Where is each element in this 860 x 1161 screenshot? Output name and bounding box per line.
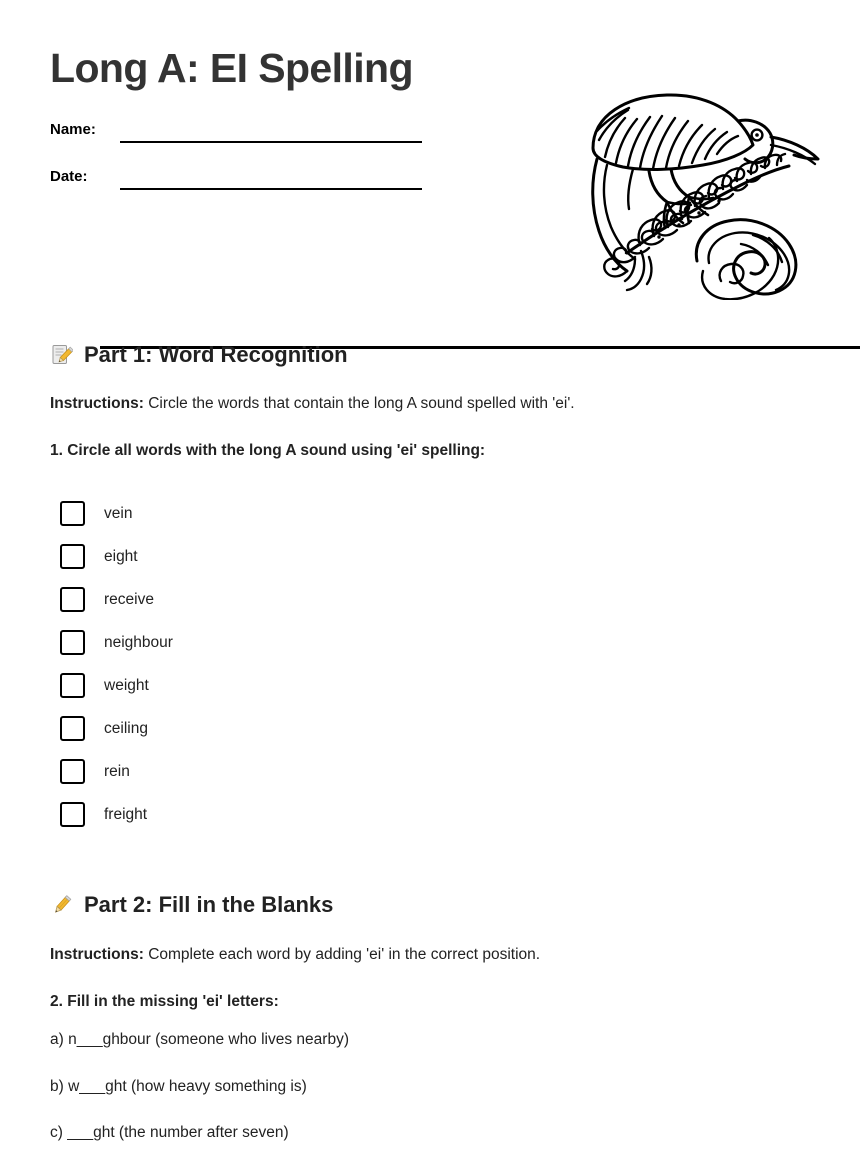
word-checkbox[interactable] xyxy=(60,587,85,612)
part-1-instructions-lead: Instructions: xyxy=(50,395,144,413)
list-item[interactable] xyxy=(50,621,810,664)
part-1-instructions xyxy=(50,394,810,415)
kiwi-bird-silver-fern-koru-illustration xyxy=(575,85,825,300)
date-input-rule[interactable] xyxy=(120,188,422,190)
word-checkbox[interactable] xyxy=(60,802,85,827)
word-checkbox[interactable] xyxy=(60,544,85,569)
pencil-icon xyxy=(50,893,74,917)
word-label: eight xyxy=(104,547,138,565)
name-label: Name: xyxy=(50,121,96,138)
list-item[interactable] xyxy=(50,750,810,793)
page-title: Long A: EI Spelling xyxy=(50,45,413,91)
word-label: freight xyxy=(104,805,148,823)
name-input-rule[interactable] xyxy=(120,141,422,143)
list-item[interactable] xyxy=(50,535,810,578)
date-field-row xyxy=(50,167,422,187)
part-2-heading xyxy=(50,892,810,918)
part-1-question: 1. Circle all words with the long A sound using 'ei' spelling: xyxy=(50,442,486,460)
part-2-heading-text: Part 2: Fill in the Blanks xyxy=(84,892,334,918)
word-label: weight xyxy=(104,676,149,694)
part-1-section xyxy=(50,342,810,836)
word-checkbox[interactable] xyxy=(60,630,85,655)
name-field-row xyxy=(50,120,422,140)
list-item[interactable]: c) ___ght (the number after seven) xyxy=(50,1123,289,1141)
part-2-section xyxy=(50,892,810,1143)
list-item[interactable] xyxy=(50,578,810,621)
list-item[interactable] xyxy=(50,492,810,535)
part-1-heading xyxy=(50,342,810,368)
list-item[interactable]: a) n___ghbour (someone who lives nearby) xyxy=(50,1031,349,1049)
part-2-question: 2. Fill in the missing 'ei' letters: xyxy=(50,992,279,1010)
part-1-instructions-text: Circle the words that contain the long A sound spelled with 'ei'. xyxy=(148,395,575,413)
word-label: neighbour xyxy=(104,633,173,651)
list-item[interactable] xyxy=(50,707,810,750)
list-item[interactable] xyxy=(50,664,810,707)
list-item[interactable] xyxy=(50,793,810,836)
fill-in-blanks-list xyxy=(50,1030,810,1142)
word-label: rein xyxy=(104,762,130,780)
worksheet-header xyxy=(50,0,810,300)
part-2-instructions-lead: Instructions: xyxy=(50,945,144,963)
word-checkbox[interactable] xyxy=(60,759,85,784)
part-2-instructions-text: Complete each word by adding 'ei' in the correct position. xyxy=(148,945,541,963)
word-checkbox[interactable] xyxy=(60,673,85,698)
word-label: receive xyxy=(104,590,154,608)
list-item[interactable]: b) w___ght (how heavy something is) xyxy=(50,1077,307,1095)
part-2-instructions xyxy=(50,945,810,966)
word-checkbox[interactable] xyxy=(60,501,85,526)
word-label: ceiling xyxy=(104,719,148,737)
memo-icon xyxy=(50,343,74,367)
word-recognition-list xyxy=(50,492,810,836)
word-label: vein xyxy=(104,504,133,522)
word-checkbox[interactable] xyxy=(60,716,85,741)
date-label: Date: xyxy=(50,168,88,185)
part-1-heading-text: Part 1: Word Recognition xyxy=(84,342,348,367)
